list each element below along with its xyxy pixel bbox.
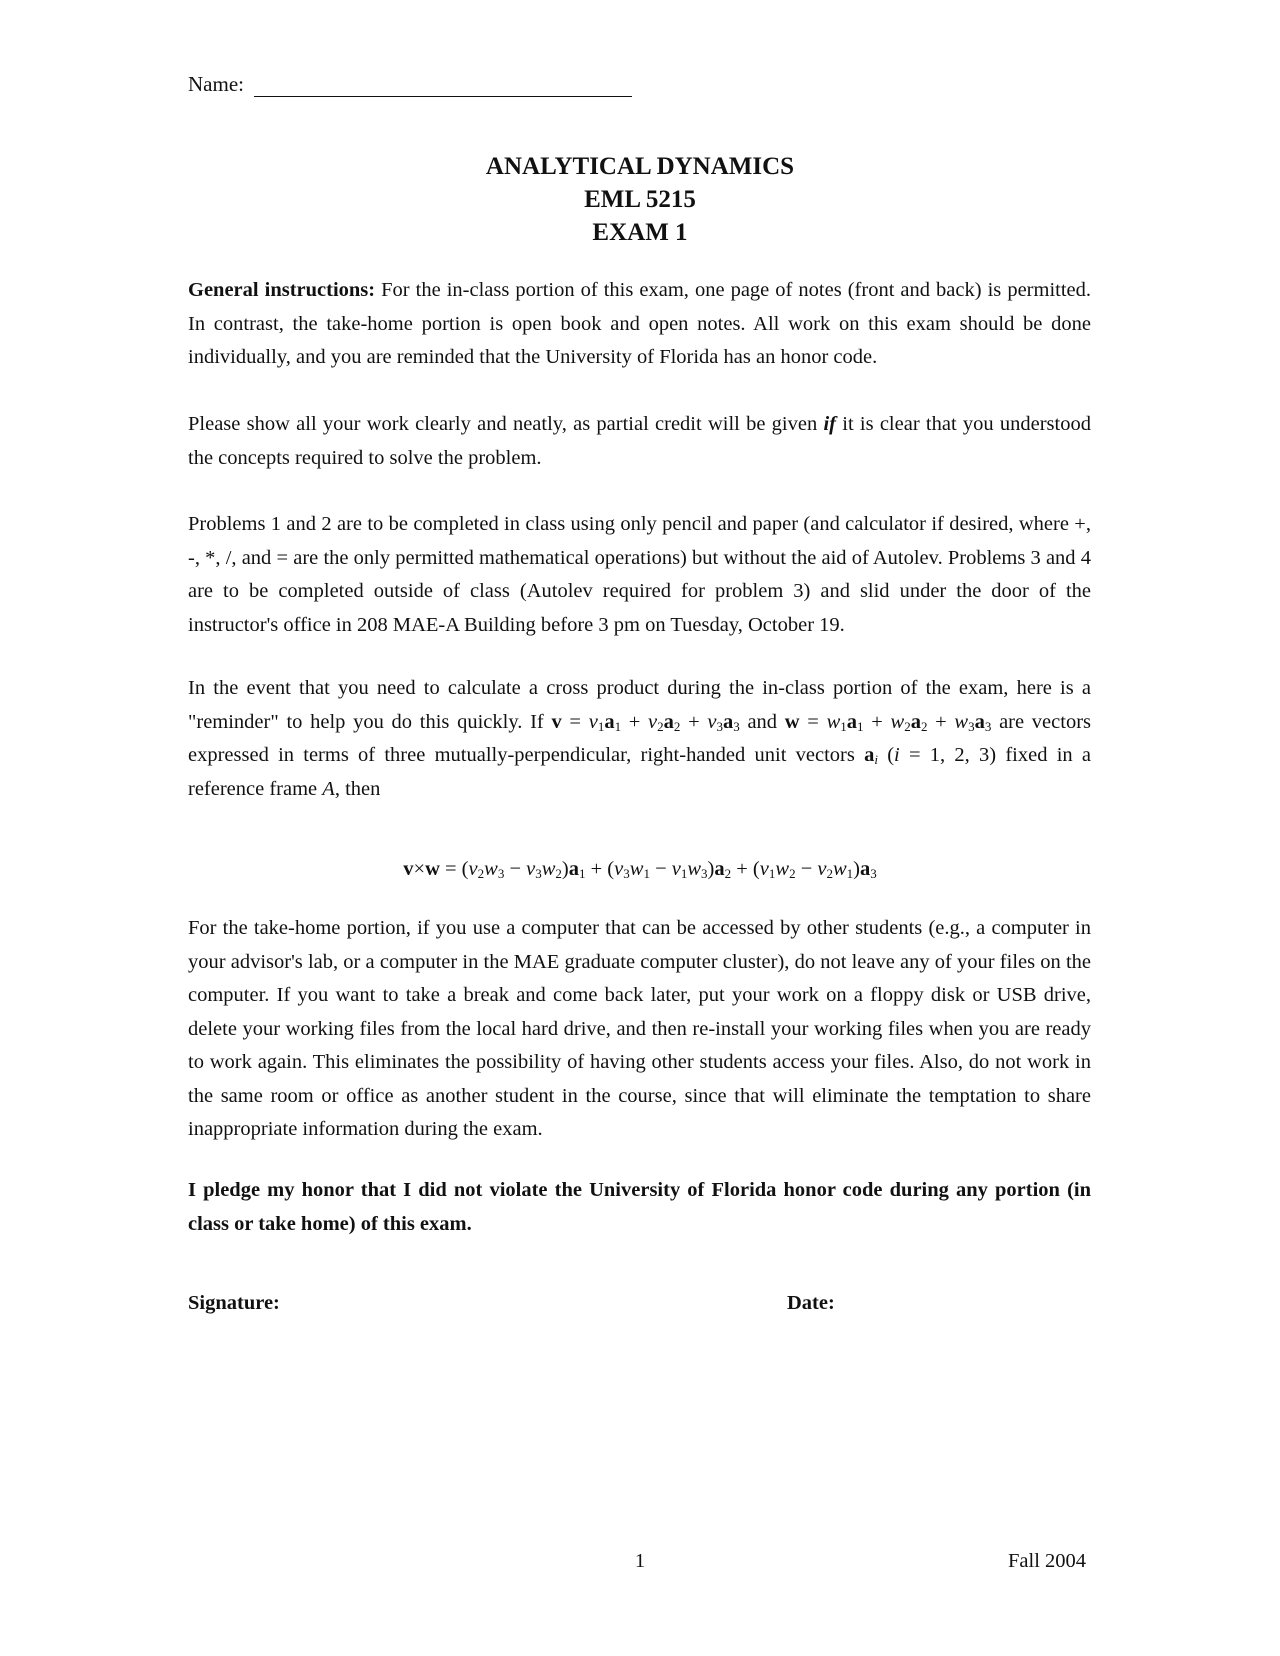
course-title: ANALYTICAL DYNAMICS (485, 153, 795, 180)
cross-text-c: ( (877, 744, 895, 766)
cross-product-equation: $v\times w = (v_2w_3 - v_3w_2)a_1 + (v_3w_1 - v_1w_3)a_2 + (v_1w_2 - v_2w_1)a_3$ (403, 858, 877, 881)
date-label: Date: (787, 1292, 835, 1314)
page-number: 1 (634, 1550, 646, 1572)
show-work-text-b: it is clear that you understood the concepts required to solve the problem. (188, 413, 1091, 469)
cross-text-and: and (739, 710, 785, 733)
vector-v-definition: $v = v_1a_1 + v_2a_2 + v_3a_3$ (551, 710, 740, 734)
course-code: EML 5215 (584, 186, 696, 213)
exam-title (0, 150, 1280, 249)
cross-product-paragraph (188, 672, 1091, 806)
general-instructions-text: For the in-class portion of this exam, one page of notes (front and back) is permitted. In contrast, the take-home portion is open book and open notes. All work on this exam should be done individually, and you are reminded that the University of Florida has an honor code. (188, 279, 1091, 368)
cross-text-a: In the event that you need to calculate a cross product during the in-class portion of the exam, here is a "reminder" to help you do this quickly. If (188, 677, 1091, 733)
show-work-paragraph (188, 408, 1091, 475)
name-label: Name: (188, 72, 244, 96)
cross-text-d: = 1, 2, 3) fixed in a reference frame (188, 744, 1092, 800)
cross-text-b: are vectors expressed in terms of three mutually-perpendicular, right-handed unit vectors (188, 710, 1092, 766)
signature-label: Signature: (188, 1292, 280, 1314)
cross-text-e: , then (334, 777, 381, 800)
show-work-emphasis: if (823, 413, 837, 435)
problems-paragraph: Problems 1 and 2 are to be completed in class using only pencil and paper (and calculator if desired, where +, -, *, /, and = are the only permitted mathematical operations) but without the aid of Autolev. Problems 3 and 4 are to be completed outside of class (Autolev required for problem 3) and slid under the door of the instructor's office in 208 MAE-A Building before 3 pm on Tuesday, October 19. (188, 513, 1091, 636)
exam-number: EXAM 1 (592, 219, 688, 246)
general-instructions-lead: General instructions: (188, 279, 376, 301)
index-symbol: i (894, 744, 900, 766)
take-home-paragraph: For the take-home portion, if you use a computer that can be accessed by other students (e.g., a computer in your advisor's lab, or a computer in the MAE graduate computer cluster), do not leave any of your files on the computer. If you want to take a break and come back later, put your work on a floppy disk or USB drive, delete your working files from the local hard drive, and then re-install your working files when you are ready to work again. This eliminates the possibility of having other students access your files. Also, do not work in the same room or office as another student in the course, since that will eliminate the temptation to share inappropriate information during the exam. (188, 917, 1091, 1140)
name-blank-line (254, 76, 632, 97)
vector-w-definition: $w = w_1a_1 + w_2a_2 + w_3a_3$ (784, 710, 992, 734)
term-label: Fall 2004 (1008, 1550, 1087, 1572)
name-field (188, 72, 632, 97)
unit-vector-symbol: $a_i$ (864, 744, 878, 767)
show-work-text-a: Please show all your work clearly and neatly, as partial credit will be given (188, 413, 824, 435)
frame-symbol: A (322, 777, 335, 800)
general-instructions (188, 274, 1091, 375)
honor-pledge: I pledge my honor that I did not violate the University of Florida honor code during any portion (in class or take home) of this exam. (188, 1179, 1091, 1235)
